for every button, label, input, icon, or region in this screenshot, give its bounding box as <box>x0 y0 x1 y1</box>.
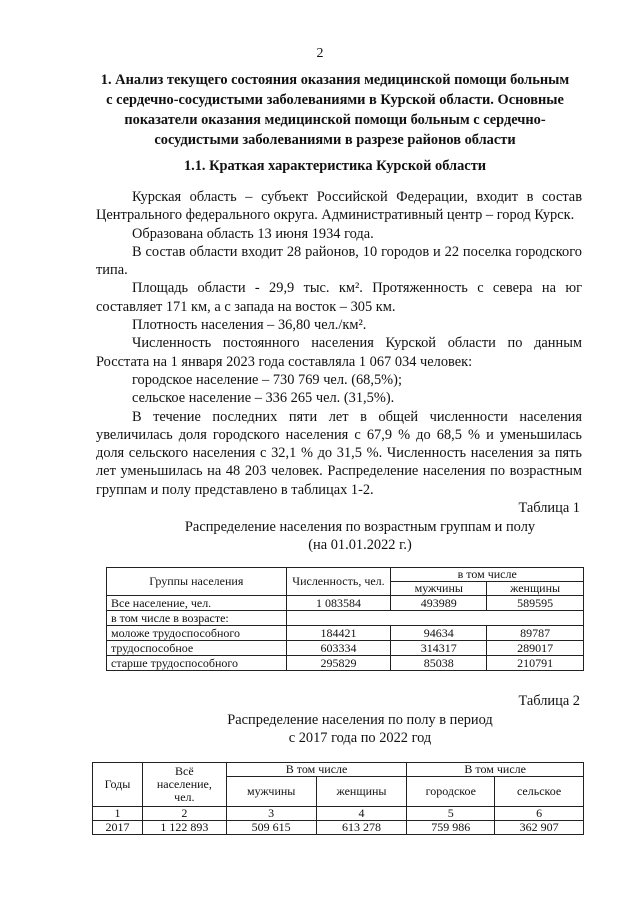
table1-caption-line: Распределение населения по возрастным группам и полу <box>184 519 536 535</box>
paragraph: В состав области входит 28 районов, 10 городов и 22 поселка городского типа. <box>96 243 582 279</box>
cell-women: 210791 <box>487 656 584 671</box>
cell-men: 94634 <box>391 626 487 641</box>
table2-header-men: мужчины <box>226 777 316 807</box>
table2-label: Таблица 2 <box>518 693 580 709</box>
cell-men: 509 615 <box>226 821 316 835</box>
cell-all: 1 122 893 <box>142 821 226 835</box>
cell-empty <box>286 611 583 626</box>
paragraph: Образована область 13 июня 1934 года. <box>132 225 374 242</box>
column-number: 1 <box>93 807 143 821</box>
row-name: трудоспособное <box>107 641 287 656</box>
table1-header-men: мужчины <box>391 582 487 596</box>
paragraph: сельское население – 336 265 чел. (31,5%). <box>132 390 395 407</box>
table1-header-group: Группы населения <box>107 568 287 596</box>
page-number: 2 <box>316 46 324 61</box>
table2-caption-line: с 2017 года по 2022 год <box>288 730 432 746</box>
subsection-heading: 1.1. Краткая характеристика Курской области <box>183 158 487 174</box>
table2-header-incl-sex: В том числе <box>226 763 407 777</box>
paragraph: Численность постоянного населения Курской области по данным Росстата на 1 января 2023 года составляла 1 067 034 человек: <box>96 335 582 370</box>
cell-total: 295829 <box>286 656 391 671</box>
table2-header-years: Годы <box>93 763 143 807</box>
cell-year: 2017 <box>93 821 143 835</box>
cell-men: 314317 <box>391 641 487 656</box>
table-row <box>93 821 584 835</box>
paragraph: В течение последних пяти лет в общей численности населения увеличилась доля городского населения с 67,9 % до 68,5 % и уменьшилась доля сельского населения с 32,1 % до 31,5 %. Численность населения за пять лет уменьшилась на 48 203 человек. Распределение населения по возрастным группам и полу представлено в таблицах 1-2. <box>96 408 582 498</box>
paragraph: Площадь области - 29,9 тыс. км². Протяженность с севера на юг составляет 171 км, а с запада на восток – 305 км. <box>96 280 582 315</box>
cell-men: 85038 <box>391 656 487 671</box>
table1 <box>106 567 584 671</box>
paragraph: Плотность населения – 36,80 чел./км². <box>132 317 367 334</box>
cell-women: 89787 <box>487 626 584 641</box>
table2-caption-line: Распределение населения по полу в период <box>227 712 493 728</box>
table2-header-women: женщины <box>316 777 407 807</box>
table2-caption <box>100 711 620 747</box>
cell-total: 184421 <box>286 626 391 641</box>
cell-total: 1 083584 <box>286 596 391 611</box>
table-row <box>107 626 584 641</box>
table2-header-all: Всё население, чел. <box>142 763 226 807</box>
table-row <box>107 641 584 656</box>
body-text <box>96 188 582 499</box>
column-number: 4 <box>316 807 407 821</box>
paragraph: городское население – 730 769 чел. (68,5%); <box>132 371 402 388</box>
table1-caption-line: (на 01.01.2022 г.) <box>308 537 412 553</box>
column-number: 6 <box>495 807 584 821</box>
cell-men: 493989 <box>391 596 487 611</box>
column-number: 5 <box>407 807 495 821</box>
table1-caption <box>100 518 620 554</box>
column-number: 3 <box>226 807 316 821</box>
column-number: 2 <box>142 807 226 821</box>
cell-urban: 759 986 <box>407 821 495 835</box>
section-heading: 1. Анализ текущего состояния оказания медицинской помощи больным с сердечно-сосудистыми заболеваниями в Курской области. Основные показатели оказания медицинской помощи больным с сердечно-сосудистыми заболеваниями в разрезе районов области <box>100 72 570 148</box>
cell-total: 603334 <box>286 641 391 656</box>
row-name: старше трудоспособного <box>107 656 287 671</box>
table1-label: Таблица 1 <box>518 500 580 516</box>
table2-header-incl-area: В том числе <box>407 763 584 777</box>
cell-women: 289017 <box>487 641 584 656</box>
table-row <box>107 596 584 611</box>
table-row <box>107 611 584 626</box>
table1-header-incl: в том числе <box>391 568 584 582</box>
table-row <box>107 656 584 671</box>
row-name: моложе трудоспособного <box>107 626 287 641</box>
table2-header-rural: сельское <box>495 777 584 807</box>
row-name: Все население, чел. <box>107 596 287 611</box>
cell-rural: 362 907 <box>495 821 584 835</box>
table2 <box>92 762 584 835</box>
cell-women: 589595 <box>487 596 584 611</box>
table1-header-count: Численность, чел. <box>286 568 391 596</box>
table2-header-urban: городское <box>407 777 495 807</box>
cell-women: 613 278 <box>316 821 407 835</box>
table1-header-women: женщины <box>487 582 584 596</box>
paragraph: Курская область – субъект Российской Федерации, входит в состав Центрального федерального округа. Административный центр – город Курск. <box>96 189 582 224</box>
table2-column-numbers <box>93 807 584 821</box>
row-name: в том числе в возрасте: <box>107 611 287 626</box>
